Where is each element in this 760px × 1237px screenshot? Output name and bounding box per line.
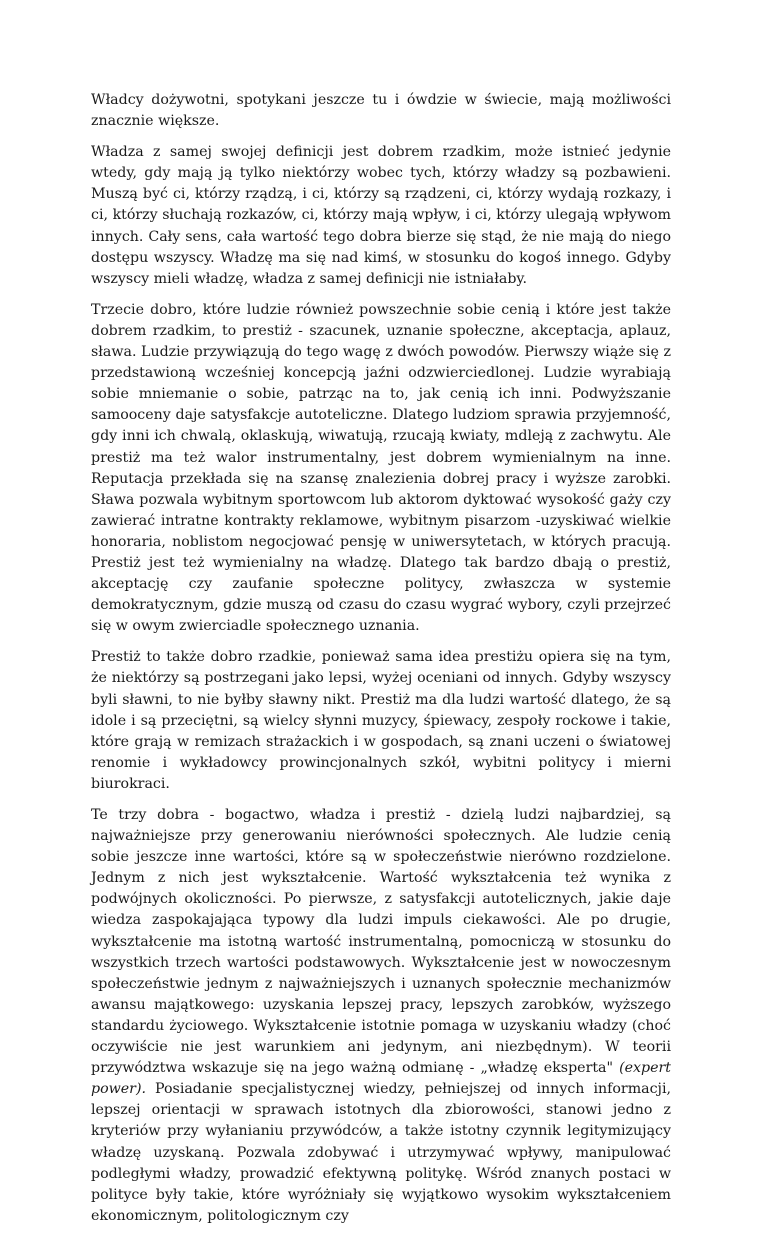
paragraph-5 — [91, 805, 671, 1227]
paragraph-text: Te trzy dobra - bogactwo, władza i prestiż - dzielą ludzi najbardziej, są najważniejsze przy generowaniu nierówności społecznych. Ale ludzie cenią sobie jeszcze inne wartości, które są w społeczeństwie nierówno rozdzielone. Jednym z nich jest wykształcenie. Wartość wykształcenia też wynika z podwójnych okoliczności. Po pierwsze, z satysfakcji autotelicznych, jakie daje wiedza zaspokajająca typowy dla ludzi impuls ciekawości. Ale po drugie, wykształcenie ma istotną wartość instrumentalną, pomocniczą w stosunku do wszystkich trzech wartości podstawowych. Wykształcenie jest w nowoczesnym społeczeństwie jednym z najważniejszych i uznanych społecznie mechanizmów awansu majątkowego: uzyskania lepszej pracy, lepszych zarobków, wyższego standardu życiowego. Wykształcenie istotnie pomaga w uzyskaniu władzy (choć oczywiście nie jest warunkiem ani jedynym, ani niezbędnym). W teorii przywództwa wskazuje się na jego ważną odmianę - „władzę eksperta" — [91, 807, 671, 1077]
paragraph-text: Władza z samej swojej definicji jest dobrem rzadkim, może istnieć jedynie wtedy, gdy mają ją tylko niektórzy wobec tych, którzy władzy są pozbawieni. Muszą być ci, którzy rządzą, i ci, którzy są rządzeni, ci, którzy wydają rozkazy, i ci, którzy słuchają rozkazów, ci, którzy mają wpływ, i ci, którzy ulegają wpływom innych. Cały sens, cała wartość tego dobra bierze się stąd, że nie mają do niego dostępu wszyscy. Władzę ma się nad kimś, w stosunku do kogoś innego. Gdyby wszyscy mieli władzę, władza z samej definicji nie istniałaby. — [91, 144, 671, 287]
paragraph-text: Posiadanie specjalistycznej wiedzy, pełniejszej od innych informacji, lepszej orientacji w sprawach istotnych dla zbiorowości, stanowi jedno z kryteriów przy wyłanianiu przywódców, a także istotny czynnik legitymizujący władzę uzyskaną. Pozwala zdobywać i utrzymywać wpływy, manipulować podległymi władzy, prowadzić efektywną politykę. Wśród znanych postaci w polityce były takie, które wyróżniały się wyjątkowo wysokim wykształceniem ekonomicznym, politologicznym czy — [91, 1081, 671, 1224]
paragraph-text: Prestiż to także dobro rzadkie, ponieważ sama idea prestiżu opiera się na tym, że niektórzy są postrzegani jako lepsi, wyżej oceniani od innych. Gdyby wszyscy byli sławni, to nie byłby sławny nikt. Prestiż ma dla ludzi wartość dlatego, że są idole i są przeciętni, są wielcy słynni muzycy, śpiewacy, zespoły rockowe i takie, które grają w remizach strażackich i w gospodach, są znani uczeni o światowej renomie i wykładowcy prowincjonalnych szkół, wybitni politycy i mierni biurokraci. — [91, 649, 671, 792]
paragraph-text: Trzecie dobro, które ludzie również powszechnie sobie cenią i które jest także dobrem rzadkim, to prestiż - szacunek, uznanie społeczne, akceptacja, aplauz, sława. Ludzie przywiązują do tego wagę z dwóch powodów. Pierwszy wiąże się z przedstawioną wcześniej koncepcją jaźni odzwierciedlonej. Ludzie wyrabiają sobie mniemanie o sobie, patrząc na to, jak cenią ich inni. Podwyższanie samooceny daje satysfakcje autoteliczne. Dlatego ludziom sprawia przyjemność, gdy inni ich chwalą, oklaskują, wiwatują, rzucają kwiaty, mdleją z zachwytu. Ale prestiż ma też walor instrumentalny, jest dobrem wymienialnym na inne. Reputacja przekłada się na szansę znalezienia dobrej pracy i wyższe zarobki. Sława pozwala wybitnym sportowcom lub aktorom dyktować wysokość gaży czy zawierać intratne kontrakty reklamowe, wybitnym pisarzom -uzyskiwać wielkie honoraria, noblistom negocjować pensję w uniwersytetach, w których pracują. Prestiż jest też wymienialny na władzę. Dlatego tak bardzo dbają o prestiż, akceptację czy zaufanie społeczne politycy, zwłaszcza w systemie demokratycznym, gdzie muszą od czasu do czasu wygrać wybory, czyli przejrzeć się w owym zwierciadle społecznego uznania. — [91, 301, 671, 635]
document-body — [91, 90, 671, 1237]
paragraph-text: Władcy dożywotni, spotykani jeszcze tu i ówdzie w świecie, mają możliwości znacznie większe. — [91, 92, 671, 130]
paragraph-1 — [91, 90, 671, 132]
paragraph-4 — [91, 647, 671, 795]
paragraph-2 — [91, 142, 671, 290]
italic-term: (expert power). — [91, 1060, 671, 1098]
paragraph-3 — [91, 300, 671, 638]
